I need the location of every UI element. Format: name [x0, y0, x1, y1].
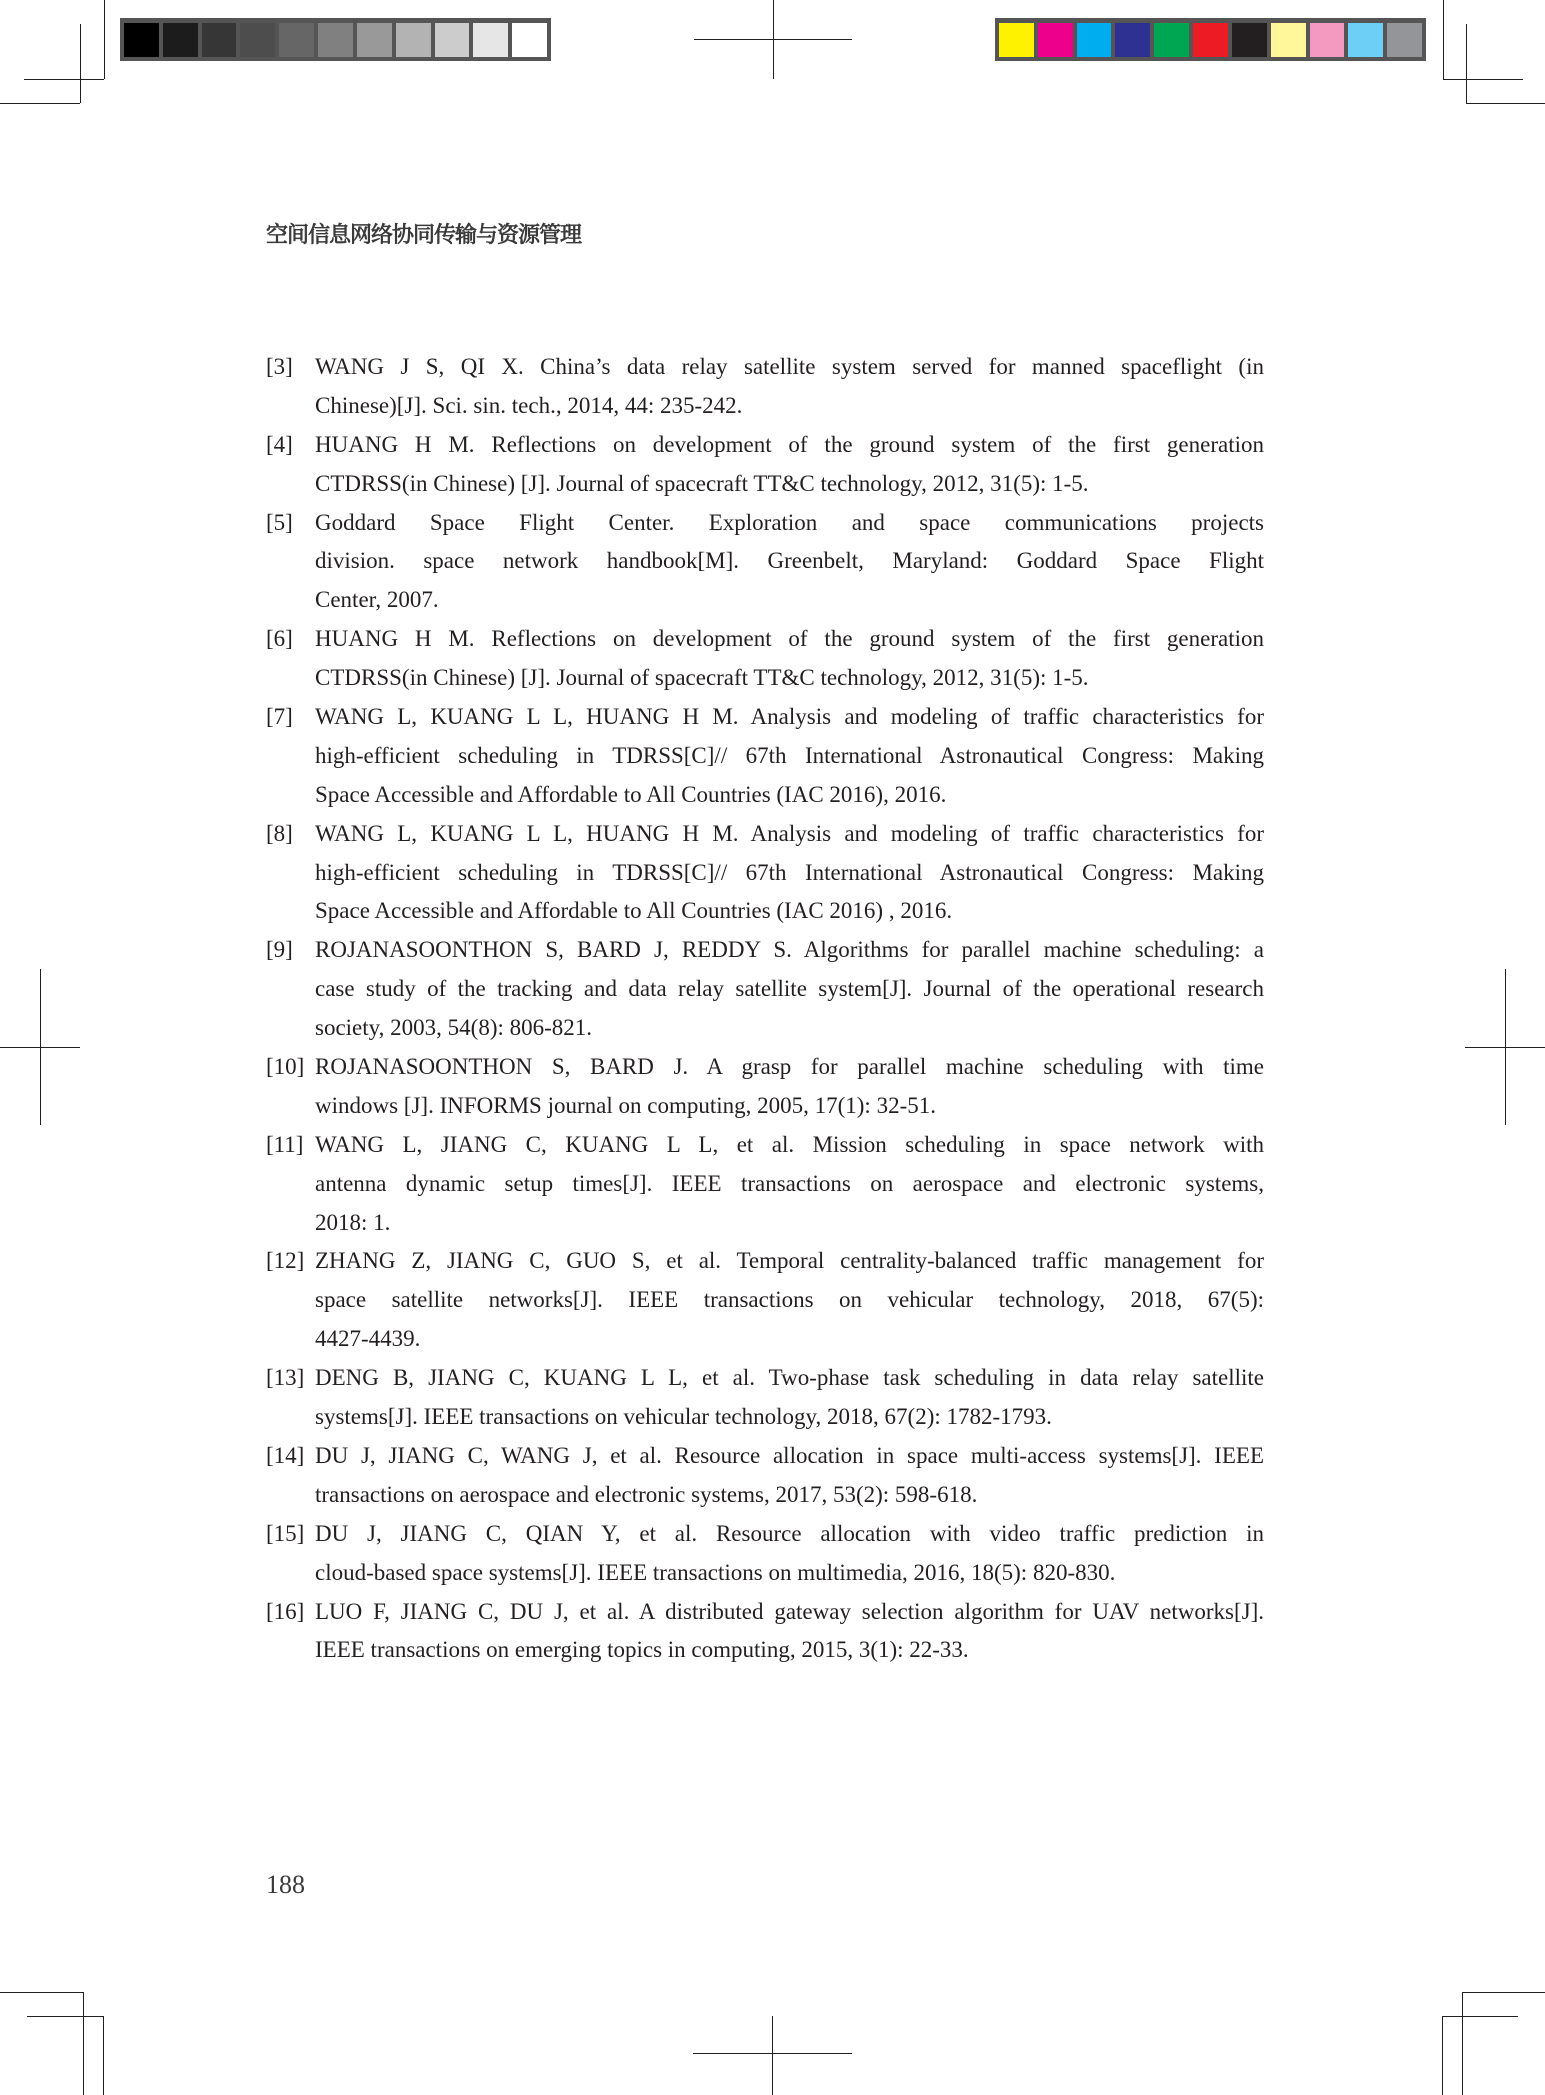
reference-text-line: HUANG H M. Reflections on development of the ground system of the first generation — [315, 626, 1264, 652]
grayscale-swatch — [357, 23, 392, 57]
reference-item — [266, 931, 1264, 1048]
reference-text-line: ROJANASOONTHON S, BARD J. A grasp for parallel machine scheduling with time — [315, 1054, 1264, 1080]
reference-item — [266, 348, 1264, 426]
reference-item — [266, 698, 1264, 815]
reference-number: [15] — [266, 1520, 305, 1546]
reference-number: [10] — [266, 1054, 305, 1080]
color-swatch — [1348, 23, 1383, 57]
reference-text-line: CTDRSS(in Chinese) [J]. Journal of spacecraft TT&C technology, 2012, 31(5): 1-5. — [315, 470, 1089, 496]
reference-text-line: antenna dynamic setup times[J]. IEEE transactions on aerospace and electronic systems, — [315, 1170, 1264, 1196]
grayscale-swatch — [124, 23, 159, 57]
reference-text-line: ZHANG Z, JIANG C, GUO S, et al. Temporal centrality-balanced traffic management for — [315, 1248, 1264, 1274]
reference-text-line: division. space network handbook[M]. Greenbelt, Maryland: Goddard Space Flight — [315, 548, 1264, 574]
reference-item — [266, 620, 1264, 698]
grayscale-calibration-bar — [120, 18, 551, 61]
reference-text-line: Goddard Space Flight Center. Exploration and space communications projects — [315, 509, 1264, 535]
running-header: 空间信息网络协同传输与资源管理 — [266, 223, 582, 248]
reference-number: [9] — [266, 937, 293, 963]
reference-text-line: WANG L, JIANG C, KUANG L L, et al. Mission scheduling in space network with — [315, 1131, 1264, 1157]
grayscale-swatch — [202, 23, 237, 57]
color-swatch — [999, 23, 1034, 57]
grayscale-swatch — [240, 23, 275, 57]
reference-text-line: IEEE transactions on emerging topics in computing, 2015, 3(1): 22-33. — [315, 1637, 969, 1663]
color-swatch — [1271, 23, 1306, 57]
color-swatch — [1310, 23, 1345, 57]
reference-item — [266, 815, 1264, 932]
reference-number: [13] — [266, 1365, 305, 1391]
reference-text-line: case study of the tracking and data relay satellite system[J]. Journal of the operational research — [315, 976, 1264, 1002]
reference-item — [266, 1359, 1264, 1437]
page-number: 188 — [266, 1870, 305, 1899]
reference-text-line: society, 2003, 54(8): 806-821. — [315, 1015, 593, 1041]
reference-text-line: LUO F, JIANG C, DU J, et al. A distributed gateway selection algorithm for UAV networks[J]. — [315, 1598, 1264, 1624]
reference-text-line: WANG L, KUANG L L, HUANG H M. Analysis and modeling of traffic characteristics for — [315, 704, 1264, 730]
reference-number: [6] — [266, 626, 293, 652]
reference-text-line: Space Accessible and Affordable to All Countries (IAC 2016), 2016. — [315, 781, 947, 807]
color-swatch — [1154, 23, 1189, 57]
reference-text-line: 2018: 1. — [315, 1209, 391, 1235]
reference-number: [5] — [266, 509, 293, 535]
grayscale-swatch — [279, 23, 314, 57]
grayscale-swatch — [435, 23, 470, 57]
reference-text-line: Space Accessible and Affordable to All Countries (IAC 2016) , 2016. — [315, 898, 953, 924]
reference-number: [8] — [266, 820, 293, 846]
reference-text-line: WANG J S, QI X. China’s data relay satellite system served for manned spaceflight (in — [315, 354, 1264, 379]
reference-text-line: DU J, JIANG C, WANG J, et al. Resource allocation in space multi-access systems[J]. IEEE — [315, 1442, 1264, 1468]
reference-text-line: cloud-based space systems[J]. IEEE transactions on multimedia, 2016, 18(5): 820-830. — [315, 1559, 1116, 1585]
reference-number: [14] — [266, 1442, 305, 1468]
reference-text-line: DENG B, JIANG C, KUANG L L, et al. Two-phase task scheduling in data relay satellite — [315, 1365, 1264, 1391]
reference-number: [7] — [266, 704, 293, 730]
reference-number: [3] — [266, 354, 293, 379]
reference-item — [266, 1515, 1264, 1593]
reference-text-line: transactions on aerospace and electronic systems, 2017, 53(2): 598-618. — [315, 1481, 978, 1507]
reference-item — [266, 1126, 1264, 1243]
grayscale-swatch — [396, 23, 431, 57]
color-calibration-bar — [995, 18, 1426, 61]
reference-number: [12] — [266, 1248, 305, 1274]
reference-item — [266, 426, 1264, 504]
reference-text-line: HUANG H M. Reflections on development of the ground system of the first generation — [315, 431, 1264, 457]
color-swatch — [1387, 23, 1422, 57]
color-swatch — [1077, 23, 1112, 57]
reference-text-line: high-efficient scheduling in TDRSS[C]// 67th International Astronautical Congress: Making — [315, 859, 1264, 885]
reference-text-line: Chinese)[J]. Sci. sin. tech., 2014, 44: 235-242. — [315, 392, 743, 418]
reference-text-line: Center, 2007. — [315, 587, 439, 613]
reference-number: [16] — [266, 1598, 305, 1624]
reference-text-line: ROJANASOONTHON S, BARD J, REDDY S. Algorithms for parallel machine scheduling: a — [315, 937, 1264, 963]
color-swatch — [1115, 23, 1150, 57]
grayscale-swatch — [473, 23, 508, 57]
color-swatch — [1038, 23, 1073, 57]
grayscale-swatch — [318, 23, 353, 57]
grayscale-swatch — [163, 23, 198, 57]
reference-text-line: high-efficient scheduling in TDRSS[C]// 67th International Astronautical Congress: Making — [315, 742, 1264, 768]
reference-item — [266, 1437, 1264, 1515]
reference-list — [266, 348, 1264, 1670]
grayscale-swatch — [512, 23, 547, 57]
color-swatch — [1232, 23, 1267, 57]
reference-item — [266, 1593, 1264, 1671]
reference-item — [266, 1048, 1264, 1126]
reference-number: [4] — [266, 431, 293, 457]
reference-text-line: windows [J]. INFORMS journal on computing, 2005, 17(1): 32-51. — [315, 1092, 936, 1118]
reference-item — [266, 1242, 1264, 1359]
reference-text-line: CTDRSS(in Chinese) [J]. Journal of spacecraft TT&C technology, 2012, 31(5): 1-5. — [315, 665, 1089, 691]
reference-text-line: systems[J]. IEEE transactions on vehicular technology, 2018, 67(2): 1782-1793. — [315, 1404, 1052, 1430]
reference-text-line: DU J, JIANG C, QIAN Y, et al. Resource allocation with video traffic prediction in — [315, 1520, 1264, 1546]
reference-text-line: WANG L, KUANG L L, HUANG H M. Analysis and modeling of traffic characteristics for — [315, 820, 1264, 846]
reference-text-line: 4427-4439. — [315, 1326, 421, 1352]
reference-text-line: space satellite networks[J]. IEEE transactions on vehicular technology, 2018, 67(5): — [315, 1287, 1264, 1313]
color-swatch — [1193, 23, 1228, 57]
reference-number: [11] — [266, 1131, 304, 1157]
reference-item — [266, 504, 1264, 621]
